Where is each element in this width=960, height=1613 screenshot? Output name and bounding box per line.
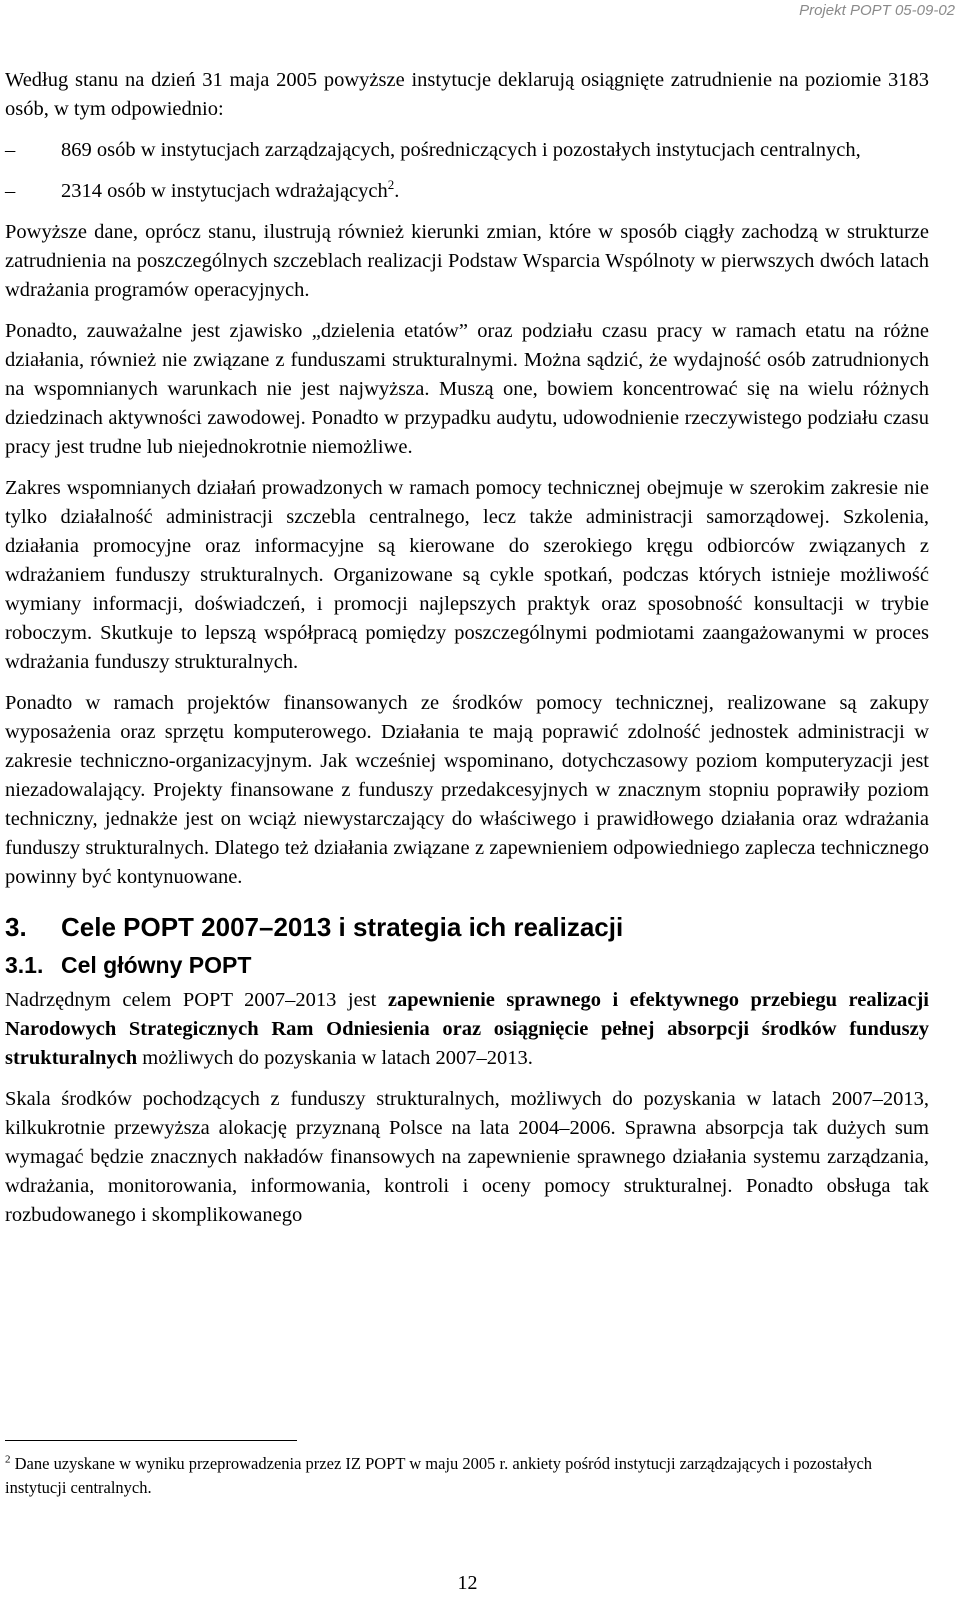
subsection-heading [5,950,929,980]
running-header: Projekt POPT 05-09-02 [799,2,955,19]
subsection-number: 3.1. [5,952,44,978]
footnote-text: Dane uzyskane w wyniku przeprowadzenia przez IZ POPT w maju 2005 r. ankiety pośród instytucji zarządzających i pozostałych instytucji centralnych. [5,1454,873,1497]
body-text [5,66,929,1230]
paragraph: Ponadto, zauważalne jest zjawisko „dzielenia etatów” oraz podziału czasu pracy w ramach etatu na różne działania, również nie związane z funduszami strukturalnymi. Można sądzić, że wydajność osób zatrudnionych na wspomnianych warunkach nie jest najwyższa. Muszą one, bowiem koncentrować się na wielu różnych dziedzinach aktywności zawodowej. Ponadto w przypadku audytu, udowodnienie rzeczywistego podziału czasu pracy jest trudne lub niejednokrotnie niemożliwe. [5,320,929,458]
goal-lead: Nadrzędnym celem POPT 2007–2013 jest [5,989,388,1011]
section-heading [5,910,929,944]
footnote [5,1452,905,1500]
footnote-reference[interactable]: 2 [387,177,395,193]
list-item-suffix: . [394,180,400,202]
list-dash: – [5,180,16,202]
section-number: 3. [5,912,27,942]
list-item-text: 869 osób w instytucjach zarządzających, pośredniczących i pozostałych instytucjach centralnych, [61,139,861,161]
goal-paragraph [5,986,929,1073]
intro-paragraph: Według stanu na dzień 31 maja 2005 powyższe instytucje deklarują osiągnięte zatrudnienie na poziomie 3183 osób, w tym odpowiednio: [5,69,929,120]
goal-emphasis: zapewnienie sprawnego i efektywnego przebiegu realizacji Narodowych Strategicznych Ram Odniesienia oraz osiągnięcie pełnej absorpcji środków funduszy strukturalnych [5,989,929,1069]
list-item-text: 2314 osób w instytucjach wdrażających [61,180,388,202]
paragraph: Skala środków pochodzących z funduszy strukturalnych, możliwych do pozyskania w latach 2007–2013, kilkukrotnie przewyższa alokację przyznaną Polsce na lata 2004–2006. Sprawna absorpcja tak dużych sum wymagać będzie znacznych nakładów finansowych na zapewnienie sprawnego działania systemu zarządzania, wdrażania, monitorowania, informowania, kontroli i oceny pomocy strukturalnej. Ponadto obsługa tak rozbudowanego i skomplikowanego [5,1088,929,1226]
section-title: Cele POPT 2007–2013 i strategia ich realizacji [61,912,624,942]
list-dash: – [5,139,16,161]
list-item [5,136,929,165]
subsection-title: Cel główny POPT [61,952,252,978]
list-item [5,177,929,206]
footnote-number: 2 [5,1453,11,1466]
footnote-divider [5,1440,297,1441]
paragraph: Zakres wspomnianych działań prowadzonych w ramach pomocy technicznej obejmuje w szerokim zakresie nie tylko działalność administracji szczebla centralnego, lecz także administracji samorządowej. Szkolenia, działania promocyjne oraz informacyjne są kierowane do szerokiego kręgu odbiorców związanych z wdrażaniem funduszy strukturalnych. Organizowane są cykle spotkań, podczas których istnieje możliwość wymiany informacji, doświadczeń, i promocji najlepszych praktyk oraz sposobność konsultacji w trybie roboczym. Skutkuje to lepszą współpracą pomiędzy poszczególnymi podmiotami zaangażowanymi w proces wdrażania funduszy strukturalnych. [5,477,929,673]
paragraph: Ponadto w ramach projektów finansowanych ze środków pomocy technicznej, realizowane są zakupy wyposażenia oraz sprzętu komputerowego. Działania te mają poprawić zdolność jednostek administracji w zakresie techniczno-organizacyjnym. Jak wcześniej wspominano, dotychczasowy poziom komputeryzacji jest niezadowalający. Projekty finansowane z funduszy przedakcesyjnych w znacznym stopniu poprawiły poziom techniczny, jednakże jest on wciąż niewystarczający do właściwego i prawidłowego działania oraz wdrażania funduszy strukturalnych. Dlatego też działania związane z zapewnieniem odpowiedniego zaplecza technicznego powinny być kontynuowane. [5,692,929,888]
paragraph: Powyższe dane, oprócz stanu, ilustrują również kierunki zmian, które w sposób ciągły zachodzą w strukturze zatrudnienia na poszczególnych szczeblach realizacji Podstaw Wsparcia Wspólnoty w pierwszych dwóch latach wdrażania programów operacyjnych. [5,221,929,301]
goal-tail: możliwych do pozyskania w latach 2007–2013. [137,1047,533,1069]
page-number: 12 [457,1572,478,1594]
